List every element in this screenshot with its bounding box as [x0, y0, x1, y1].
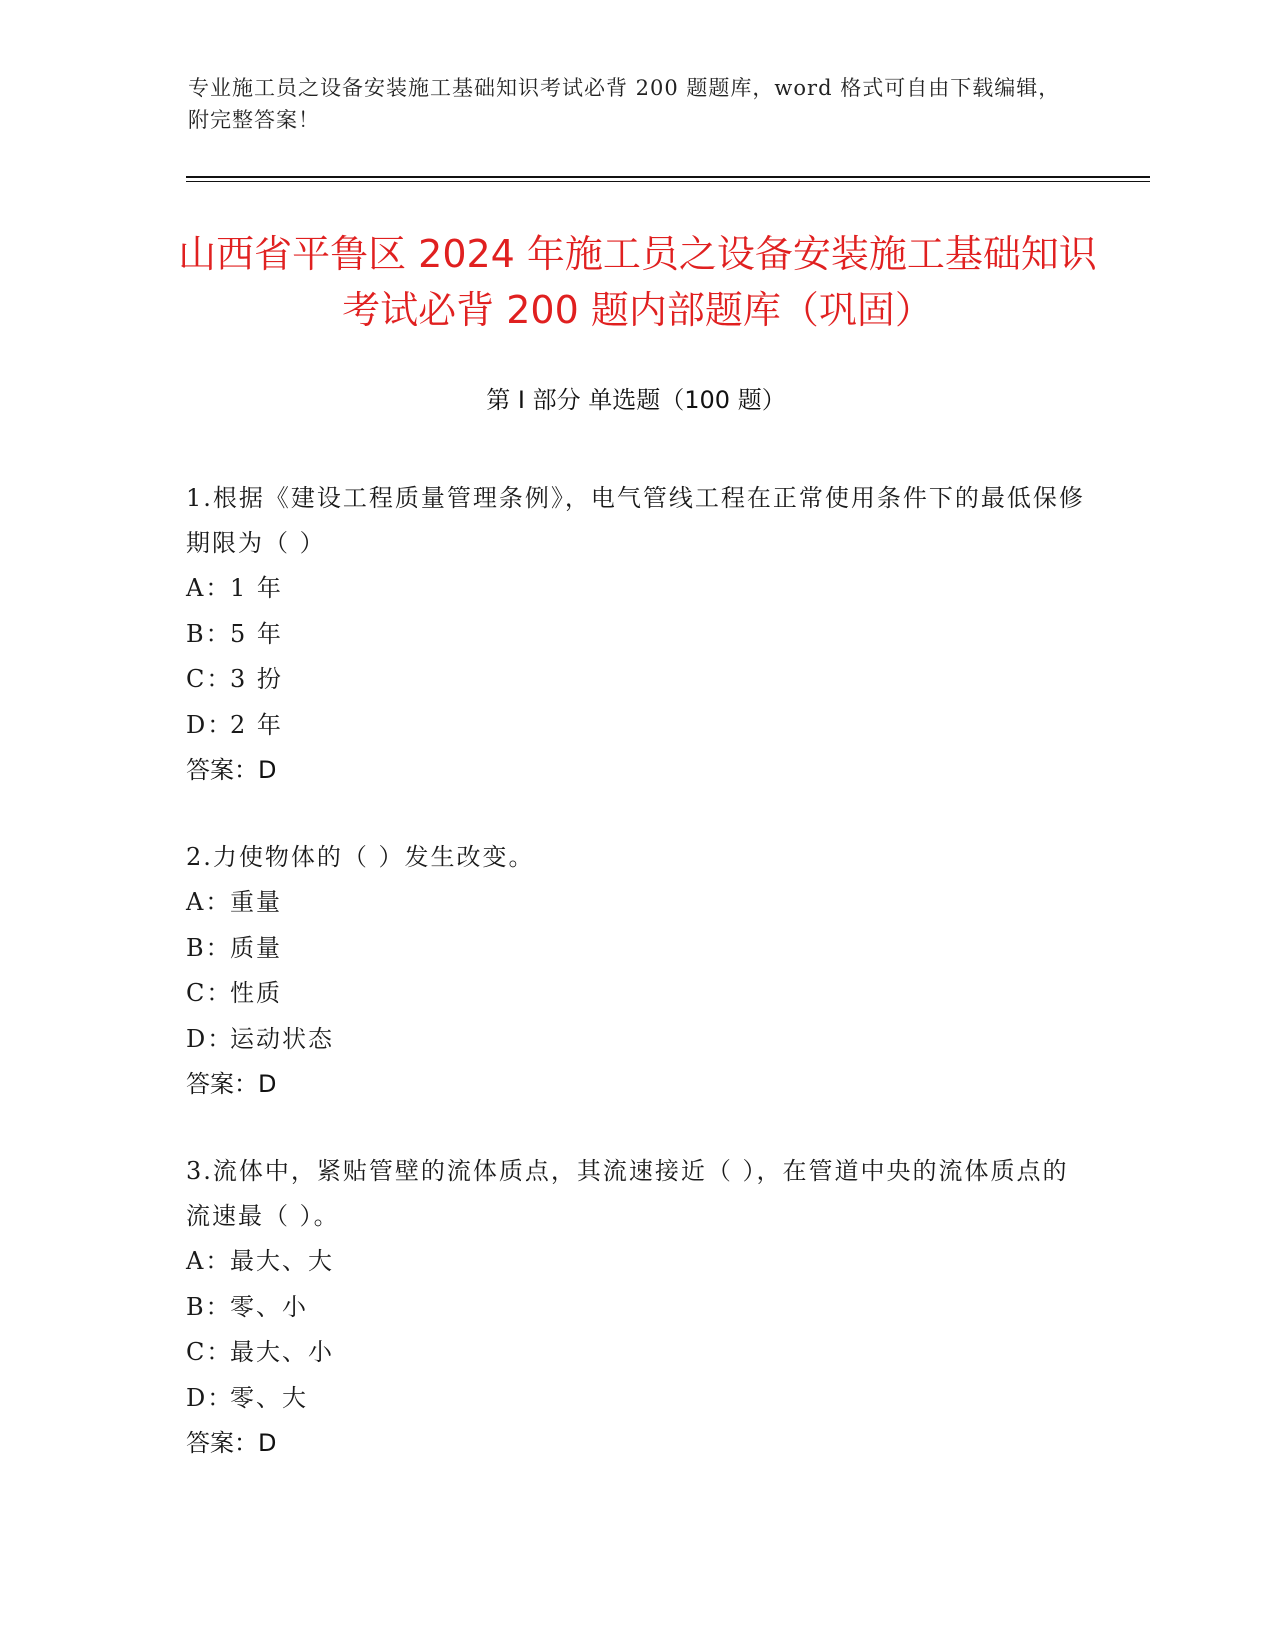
option-text: 2 年 [230, 710, 283, 739]
answer: 答案：D [186, 1070, 277, 1098]
option-text: 最大、小 [230, 1338, 334, 1366]
option-letter: C： [186, 1338, 233, 1366]
option-letter: D： [186, 710, 234, 739]
question-stem: 1.根据《建设工程质量管理条例》，电气管线工程在正常使用条件下的最低保修期限为（ ） [186, 484, 1085, 557]
option-d [186, 1017, 1086, 1063]
option-d [186, 703, 1086, 749]
answer: 答案：D [186, 1429, 277, 1457]
option-text: 5 年 [230, 619, 283, 648]
option-c [186, 971, 1086, 1017]
question-list [186, 476, 1086, 1508]
option-a [186, 566, 1086, 612]
option-b [186, 926, 1086, 972]
option-text: 1 年 [230, 574, 283, 602]
option-b [186, 612, 1086, 658]
option-letter: B： [186, 1292, 232, 1321]
option-b [186, 1285, 1086, 1331]
header-rule-thick [186, 176, 1150, 178]
option-letter: D： [186, 1383, 234, 1412]
option-letter: A： [186, 888, 232, 916]
header-rule-thin [186, 181, 1150, 182]
question-stem: 2.力使物体的（ ）发生改变。 [186, 843, 535, 871]
option-letter: A： [186, 1247, 232, 1275]
option-letter: A： [186, 574, 232, 602]
option-text: 最大、大 [230, 1247, 334, 1275]
question-3 [186, 1149, 1086, 1466]
question-stem: 3.流体中，紧贴管壁的流体质点，其流速接近（ ），在管道中央的流体质点的流速最（ ）。 [186, 1157, 1069, 1230]
option-a [186, 1239, 1086, 1285]
option-text: 零、小 [230, 1292, 308, 1321]
option-c [186, 657, 1086, 703]
option-letter: C： [186, 979, 233, 1007]
answer: 答案：D [186, 756, 277, 784]
question-2 [186, 835, 1086, 1107]
option-text: 运动状态 [230, 1024, 334, 1053]
option-a [186, 880, 1086, 926]
option-text: 质量 [230, 933, 282, 962]
option-text: 重量 [230, 888, 282, 916]
header-note: 专业施工员之设备安装施工基础知识考试必背 200 题题库，word 格式可自由下载编辑，附完整答案！ [188, 76, 1061, 132]
option-d [186, 1376, 1086, 1422]
option-text: 性质 [230, 979, 282, 1007]
option-text: 零、大 [230, 1383, 308, 1412]
question-1 [186, 476, 1086, 793]
option-c [186, 1330, 1086, 1376]
option-letter: D： [186, 1024, 234, 1053]
option-letter: B： [186, 619, 232, 648]
section-title: 第 I 部分 单选题（100 题） [486, 386, 786, 414]
option-text: 3 扮 [230, 665, 283, 693]
document-title: 山西省平鲁区 2024 年施工员之设备安装施工基础知识考试必背 200 题内部题库（巩固） [178, 232, 1097, 332]
option-letter: B： [186, 933, 232, 962]
option-letter: C： [186, 665, 233, 693]
